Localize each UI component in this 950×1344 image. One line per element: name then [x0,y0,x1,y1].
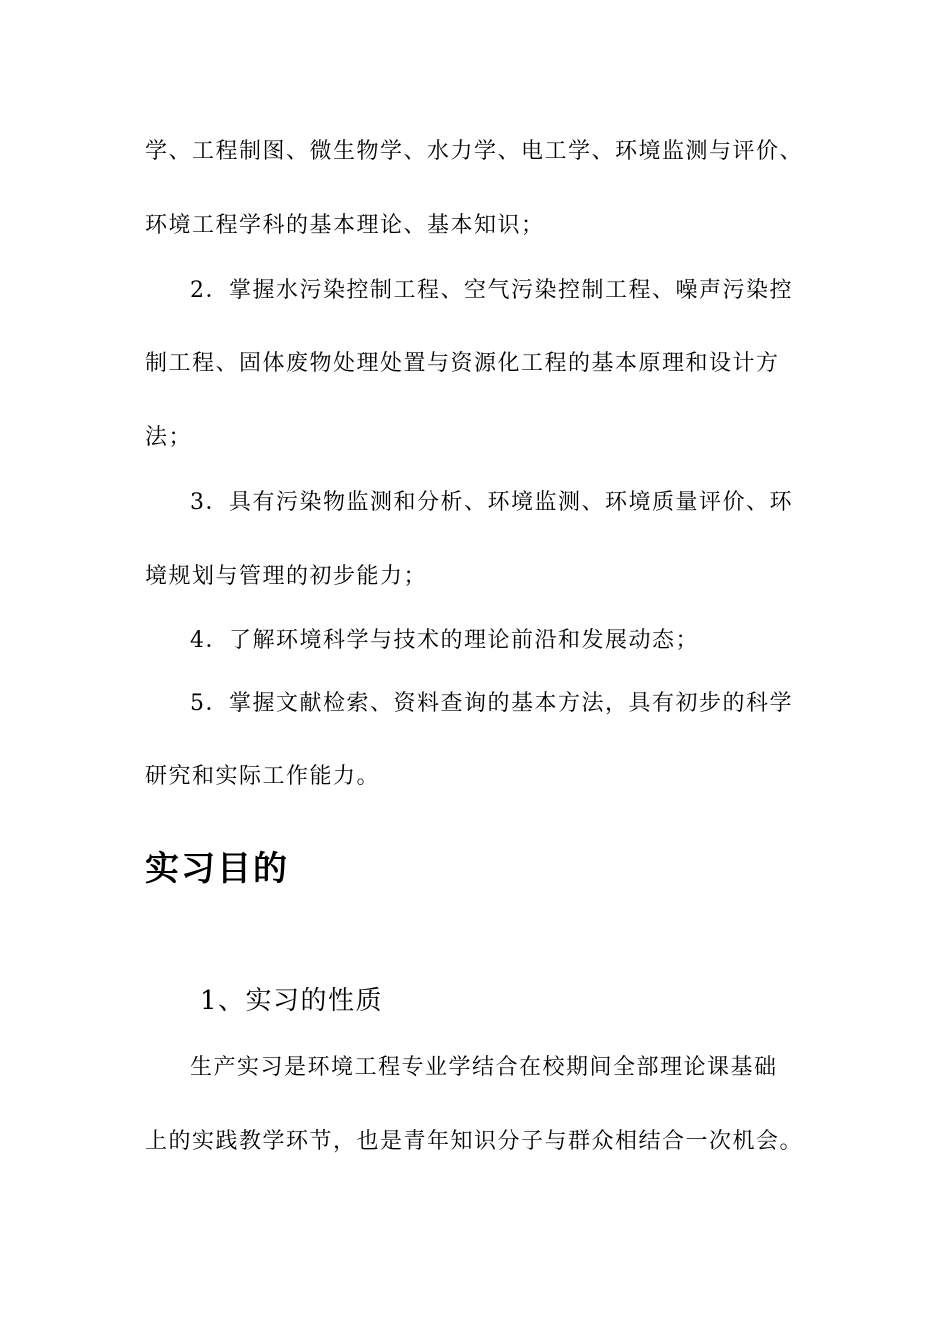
text-line: 制工程、固体废物处理处置与资源化工程的基本原理和设计方 [145,351,780,376]
section-heading: 实习目的 [145,849,289,889]
section-subheading: 1、实习的性质 [200,986,384,1016]
text-line: 学、工程制图、微生物学、水力学、电工学、环境监测与评价、 [145,139,804,164]
text-line: 4．了解环境科学与技术的理论前沿和发展动态； [190,628,699,653]
text-line: 境规划与管理的初步能力； [145,564,428,589]
text-line: 法； [145,425,193,450]
text-line: 3．具有污染物监测和分析、环境监测、环境质量评价、环 [190,490,793,515]
text-line: 2．掌握水污染控制工程、空气污染控制工程、噪声污染控 [190,278,793,303]
text-line: 上的实践教学环节，也是青年知识分子与群众相结合一次机会。 [145,1129,804,1154]
text-line: 研究和实际工作能力。 [145,764,381,789]
text-line: 生产实习是环境工程专业学结合在校期间全部理论课基础 [190,1055,778,1080]
text-line: 环境工程学科的基本理论、基本知识； [145,213,545,238]
text-line: 5．掌握文献检索、资料查询的基本方法，具有初步的科学 [190,691,793,716]
